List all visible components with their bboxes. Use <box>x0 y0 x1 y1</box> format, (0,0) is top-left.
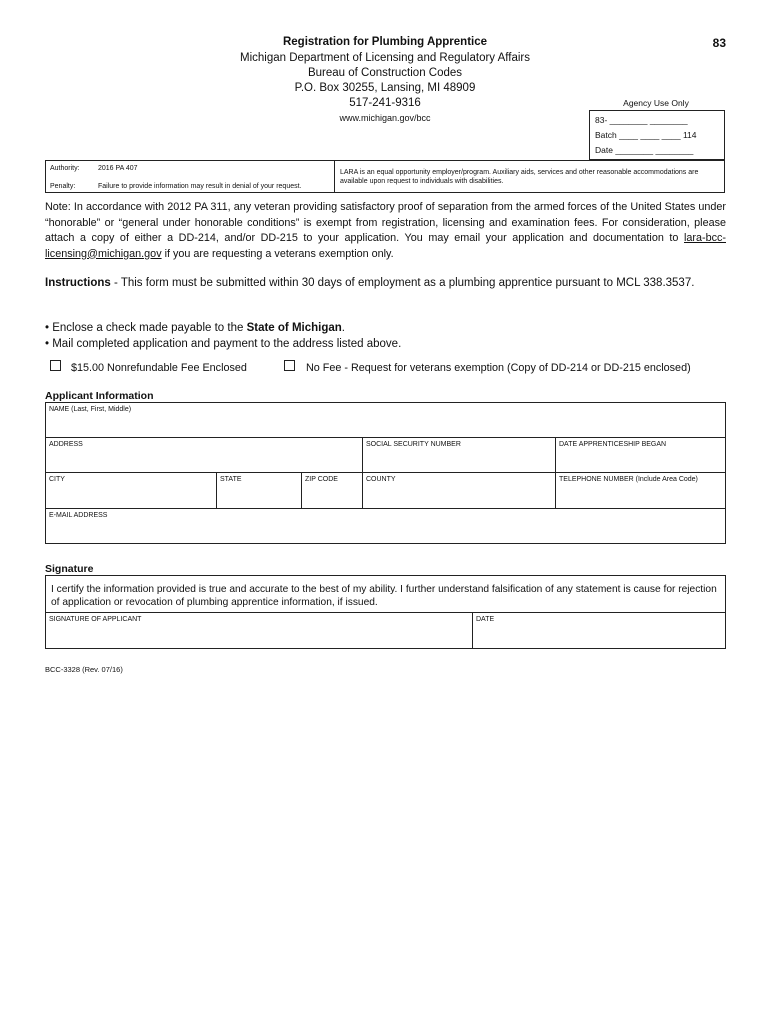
veteran-note <box>45 200 726 262</box>
instruction-bullet-2: • Mail completed application and payment to the address listed above. <box>45 338 402 350</box>
ssn-field[interactable] <box>362 437 556 473</box>
authority-value: 2016 PA 407 <box>98 165 138 172</box>
phone-number: 517-241-9316 <box>349 97 421 109</box>
form-number: 83 <box>712 36 726 50</box>
equal-opportunity-text: LARA is an equal opportunity employer/program. Auxiliary aids, services and other reasonable accommodations are available upon request to individuals with disabilities. <box>340 169 699 185</box>
bullet-1-end: . <box>341 322 345 334</box>
email-field[interactable] <box>45 508 726 544</box>
date-began-field[interactable] <box>555 437 726 473</box>
name-field[interactable] <box>45 402 726 438</box>
ssn-label: SOCIAL SECURITY NUMBER <box>366 441 461 448</box>
agency-use-title: Agency Use Only <box>623 98 689 108</box>
note-text-end: if you are requesting a veterans exemption only. <box>161 247 394 260</box>
fee-enclosed-checkbox[interactable] <box>50 360 61 371</box>
signature-section-title: Signature <box>45 563 94 575</box>
telephone-label: TELEPHONE NUMBER (Include Area Code) <box>559 476 698 483</box>
signature-label: SIGNATURE OF APPLICANT <box>49 616 142 623</box>
veteran-exemption-label: No Fee - Request for veterans exemption (Copy of DD-214 or DD-215 enclosed) <box>306 362 691 374</box>
city-field[interactable] <box>45 472 217 509</box>
department-name: Michigan Department of Licensing and Regulatory Affairs <box>239 52 530 64</box>
bullet-1-bold: State of Michigan <box>246 322 342 334</box>
batch-suffix: 114 <box>682 130 697 140</box>
website: www.michigan.gov/bcc <box>339 113 431 123</box>
instructions-paragraph <box>45 275 726 291</box>
authority-label: Authority: <box>50 165 80 172</box>
note-text: Note: In accordance with 2012 PA 311, any veteran providing satisfactory proof of separation from the armed forces of the United States under “honorable” or “general under honorable conditions” is exempt from registration, licensing and examination fees. For consideration, please attach a copy of either a DD-214, and/or DD-215 to your application. You may email your application and documentation to <box>45 201 726 244</box>
zip-label: ZIP CODE <box>305 476 338 483</box>
agency-use-box <box>589 110 725 160</box>
form-id: BCC-3328 (Rev. 07/16) <box>45 665 123 674</box>
bureau-name: Bureau of Construction Codes <box>307 67 463 79</box>
batch-label: Batch <box>595 130 617 140</box>
applicant-section-title: Applicant Information <box>45 390 154 402</box>
date-began-label: DATE APPRENTICESHIP BEGAN <box>559 441 667 448</box>
telephone-field[interactable] <box>555 472 726 509</box>
veteran-exemption-checkbox[interactable] <box>284 360 295 371</box>
authority-box <box>45 160 335 193</box>
instructions-text: - This form must be submitted within 30 days of employment as a plumbing apprentice pursuant to MCL 338.3537. <box>110 277 695 289</box>
mailing-address: P.O. Box 30255, Lansing, MI 48909 <box>294 82 476 94</box>
city-label: CITY <box>49 476 65 483</box>
email-link[interactable]: lara-bcc-licensing@michigan.gov <box>45 232 726 260</box>
equal-opportunity-box <box>334 160 725 193</box>
county-field[interactable] <box>362 472 556 509</box>
agency-use-line-2 <box>595 130 697 140</box>
county-label: COUNTY <box>366 476 396 483</box>
agency-use-line-1: 83- ________ ________ <box>595 115 688 125</box>
batch-blanks: ____ ____ ____ <box>619 130 681 140</box>
penalty-label: Penalty: <box>50 183 76 190</box>
email-label: E-MAIL ADDRESS <box>49 512 108 519</box>
form-title: Registration for Plumbing Apprentice <box>282 36 488 48</box>
address-field[interactable] <box>45 437 363 473</box>
instructions-label: Instructions <box>45 277 111 289</box>
instruction-bullet-1 <box>45 322 345 334</box>
penalty-value: Failure to provide information may result in denial of your request. <box>98 183 302 190</box>
state-field[interactable] <box>216 472 302 509</box>
signature-field[interactable] <box>45 612 473 649</box>
address-label: ADDRESS <box>49 441 83 448</box>
state-label: STATE <box>220 476 242 483</box>
name-label: NAME (Last, First, Middle) <box>49 406 132 413</box>
signature-date-label: DATE <box>476 616 495 623</box>
certify-text: I certify the information provided is true and accurate to the best of my ability. I further understand falsification of any statement is cause for rejection of application or revocation of plumbing apprentice information, if issued. <box>51 584 717 608</box>
zip-field[interactable] <box>301 472 363 509</box>
bullet-1-text: • Enclose a check made payable to the <box>45 322 247 334</box>
fee-enclosed-label: $15.00 Nonrefundable Fee Enclosed <box>71 362 247 374</box>
agency-use-line-3: Date ________ ________ <box>595 145 694 155</box>
signature-date-field[interactable] <box>472 612 726 649</box>
